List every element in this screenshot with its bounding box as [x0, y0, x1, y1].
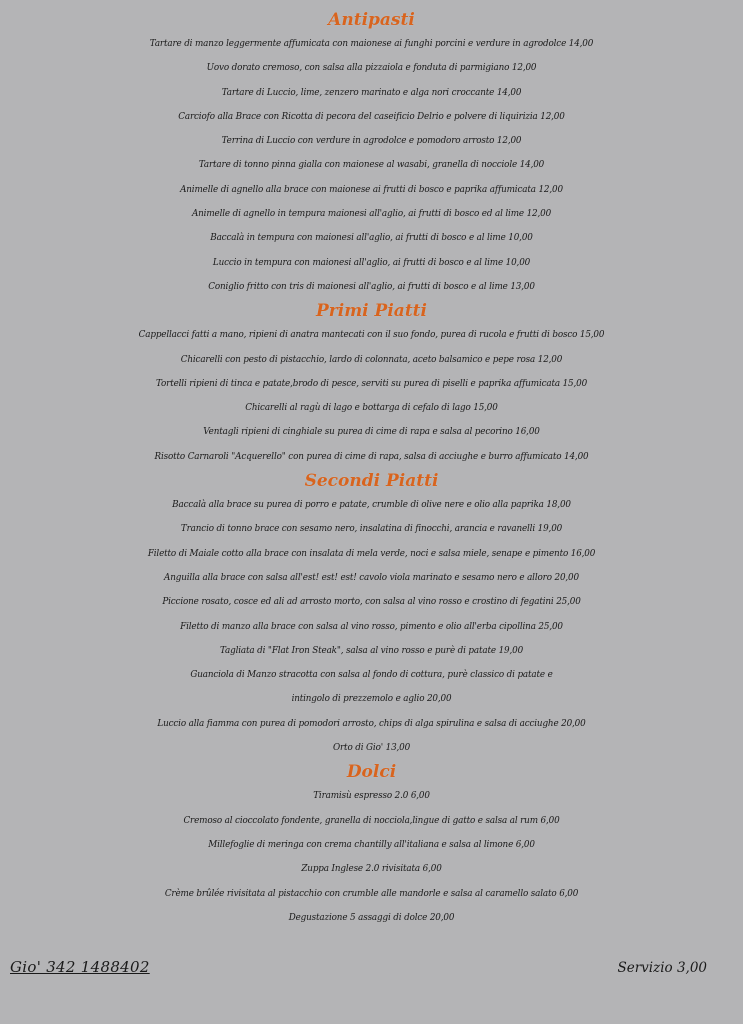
menu-item: Tartare di tonno pinna gialla con maionese al wasabi, granella di nocciole 14,00	[198, 160, 545, 171]
menu-item: Piccione rosato, cosce ed ali ad arrosto morto, con salsa al vino rosso e crostino di fegatini 25,00	[162, 597, 581, 608]
menu-item: Orto di Gio' 13,00	[332, 743, 411, 754]
menu-item: Uovo dorato cremoso, con salsa alla pizzaiola e fonduta di parmigiano 12,00	[206, 63, 537, 74]
menu-item: Zuppa Inglese 2.0 rivisitata 6,00	[301, 864, 442, 875]
menu-item: Carciofo alla Brace con Ricotta di pecora del caseificio Delrio e polvere di liquirizia 12,00	[178, 111, 565, 122]
menu-item: Filetto di manzo alla brace con salsa al vino rosso, pimento e olio all'erba cipollina 25,00	[180, 621, 563, 632]
menu-item: Risotto Carnaroli "Acquerello" con purea di cime di rapa, salsa di acciughe e burro affumicato 14,00	[154, 451, 589, 462]
menu-item: Ventagli ripieni di cinghiale su purea di cime di rapa e salsa al pecorino 16,00	[203, 427, 540, 438]
contact-phone: Gio' 342 1488402	[10, 958, 150, 976]
menu-item: Crème brûlée rivisitata al pistacchio con crumble alle mandorle e salsa al caramello salato 6,00	[164, 888, 579, 899]
menu-item: Guanciola di Manzo stracotta con salsa al fondo di cottura, purè classico di patate e	[190, 670, 553, 681]
section-title: Secondi Piatti	[304, 471, 439, 492]
menu-item: Tartare di manzo leggermente affumicata con maionese ai funghi porcini e verdure in agrodolce 14,00	[149, 39, 594, 49]
menu-item: Animelle di agnello in tempura maionesi all'aglio, ai frutti di bosco ed al lime 12,00	[191, 209, 552, 220]
menu-item: Tortelli ripieni di tinca e patate,brodo di pesce, serviti su purea di piselli e paprika affumicata 15,00	[155, 378, 588, 389]
menu-item: Baccalà alla brace su purea di porro e patate, crumble di olive nere e olio alla paprika 18,00	[172, 500, 571, 511]
menu-item: Chicarelli al ragù di lago e bottarga di cefalo di lago 15,00	[245, 403, 498, 414]
service-charge: Servizio 3,00	[617, 960, 707, 976]
menu-item: Animelle di agnello alla brace con maionese ai frutti di bosco e paprika affumicata 12,00	[180, 184, 563, 195]
menu-item: Cremoso al cioccolato fondente, granella di nocciola,lingue di gatto e salsa al rum 6,00	[183, 815, 560, 826]
menu-item: Coniglio fritto con tris di maionesi all'aglio, ai frutti di bosco e al lime 13,00	[208, 281, 535, 292]
section-dolci	[0, 760, 743, 930]
menu-item: Baccalà in tempura con maionesi all'aglio, ai frutti di bosco e al lime 10,00	[210, 233, 533, 244]
menu-item: Tartare di Luccio, lime, zenzero marinato e alga nori croccante 14,00	[221, 87, 522, 98]
menu-item: Cappellacci fatti a mano, ripieni di anatra mantecati con il suo fondo, purea di rucola e frutti di bosco 15,00	[138, 330, 605, 341]
section-title: Antipasti	[328, 10, 415, 30]
menu-item: Terrina di Luccio con verdure in agrodolce e pomodoro arrosto 12,00	[221, 136, 522, 147]
menu-item: Trancio di tonno brace con sesamo nero, insalatina di finocchi, arancia e ravanelli 19,00	[180, 524, 563, 535]
menu	[0, 8, 743, 930]
section-title: Primi Piatti	[316, 301, 427, 322]
menu-item: Tiramisù espresso 2.0 6,00	[313, 791, 430, 802]
menu-item: Luccio alla fiamma con purea di pomodori arrosto, chips di alga spirulina e salsa di acciughe 20,00	[157, 718, 586, 729]
menu-item: Millefoglie di meringa con crema chantilly all'italiana e salsa al limone 6,00	[208, 839, 535, 850]
section-secondi-piatti	[0, 469, 743, 760]
section-primi-piatti	[0, 299, 743, 469]
menu-item: Filetto di Maiale cotto alla brace con insalata di mela verde, noci e salsa miele, senape e pimento 16,00	[147, 548, 596, 559]
section-title: Dolci	[346, 762, 397, 783]
menu-item: Degustazione 5 assaggi di dolce 20,00	[288, 912, 455, 923]
menu-item: Tagliata di "Flat Iron Steak", salsa al vino rosso e purè di patate 19,00	[219, 645, 524, 656]
menu-item: Luccio in tempura con maionesi all'aglio, ai frutti di bosco e al lime 10,00	[212, 257, 531, 268]
menu-item: intingolo di prezzemolo e aglio 20,00	[291, 694, 452, 705]
menu-item: Chicarelli con pesto di pistacchio, lardo di colonnata, aceto balsamico e pepe rosa 12,00	[180, 354, 563, 365]
menu-item: Anguilla alla brace con salsa all'est! est! est! cavolo viola marinato e sesamo nero e alloro 20,00	[164, 572, 579, 583]
section-antipasti	[0, 8, 743, 299]
